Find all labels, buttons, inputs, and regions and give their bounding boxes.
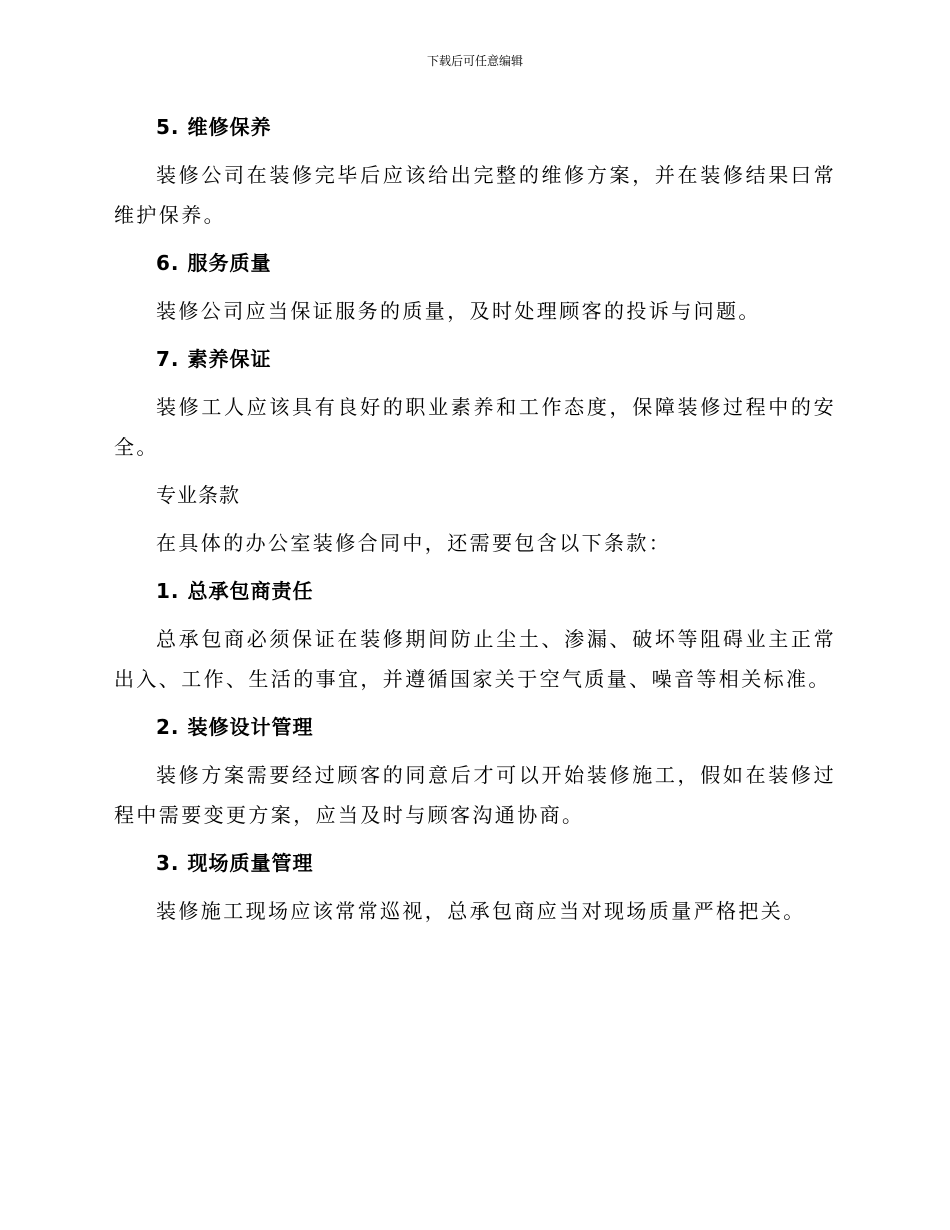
heading-general-contractor: 1. 总承包商责任: [156, 579, 314, 603]
heading-service-quality: 6. 服务质量: [156, 251, 272, 275]
paragraph-site-quality: 装修施工现场应该常常巡视，总承包商应当对现场质量严格把关。: [156, 899, 806, 923]
page-header: 下载后可任意编辑: [426, 54, 523, 68]
paragraph-design-management: 装修方案需要经过顾客的同意后才可以开始装修施工，假如在装修过程中需要变更方案，应当及时与顾客沟通协商。: [114, 763, 836, 827]
paragraph-service-quality: 装修公司应当保证服务的质量，及时处理顾客的投诉与问题。: [156, 299, 761, 323]
paragraph-maintenance: 装修公司在装修完毕后应该给出完整的维修方案，并在装修结果曰常维护保养。: [114, 163, 836, 227]
document-body: [114, 107, 836, 939]
paragraph-terms-intro: 在具体的办公室装修合同中，还需要包含以下条款：: [156, 531, 672, 555]
paragraph-general-contractor: 总承包商必须保证在装修期间防止尘土、渗漏、破坏等阻碍业主正常出入、工作、生活的事宜，并遵循国家关于空气质量、噪音等相关标准。: [114, 627, 836, 691]
paragraph-qualification: 装修工人应该具有良好的职业素养和工作态度，保障装修过程中的安全。: [114, 395, 836, 459]
heading-maintenance: 5. 维修保养: [156, 115, 272, 139]
heading-design-management: 2. 装修设计管理: [156, 715, 314, 739]
heading-site-quality: 3. 现场质量管理: [156, 851, 314, 875]
section-title-professional-terms: 专业条款: [156, 483, 240, 507]
heading-qualification: 7. 素养保证: [156, 347, 272, 371]
